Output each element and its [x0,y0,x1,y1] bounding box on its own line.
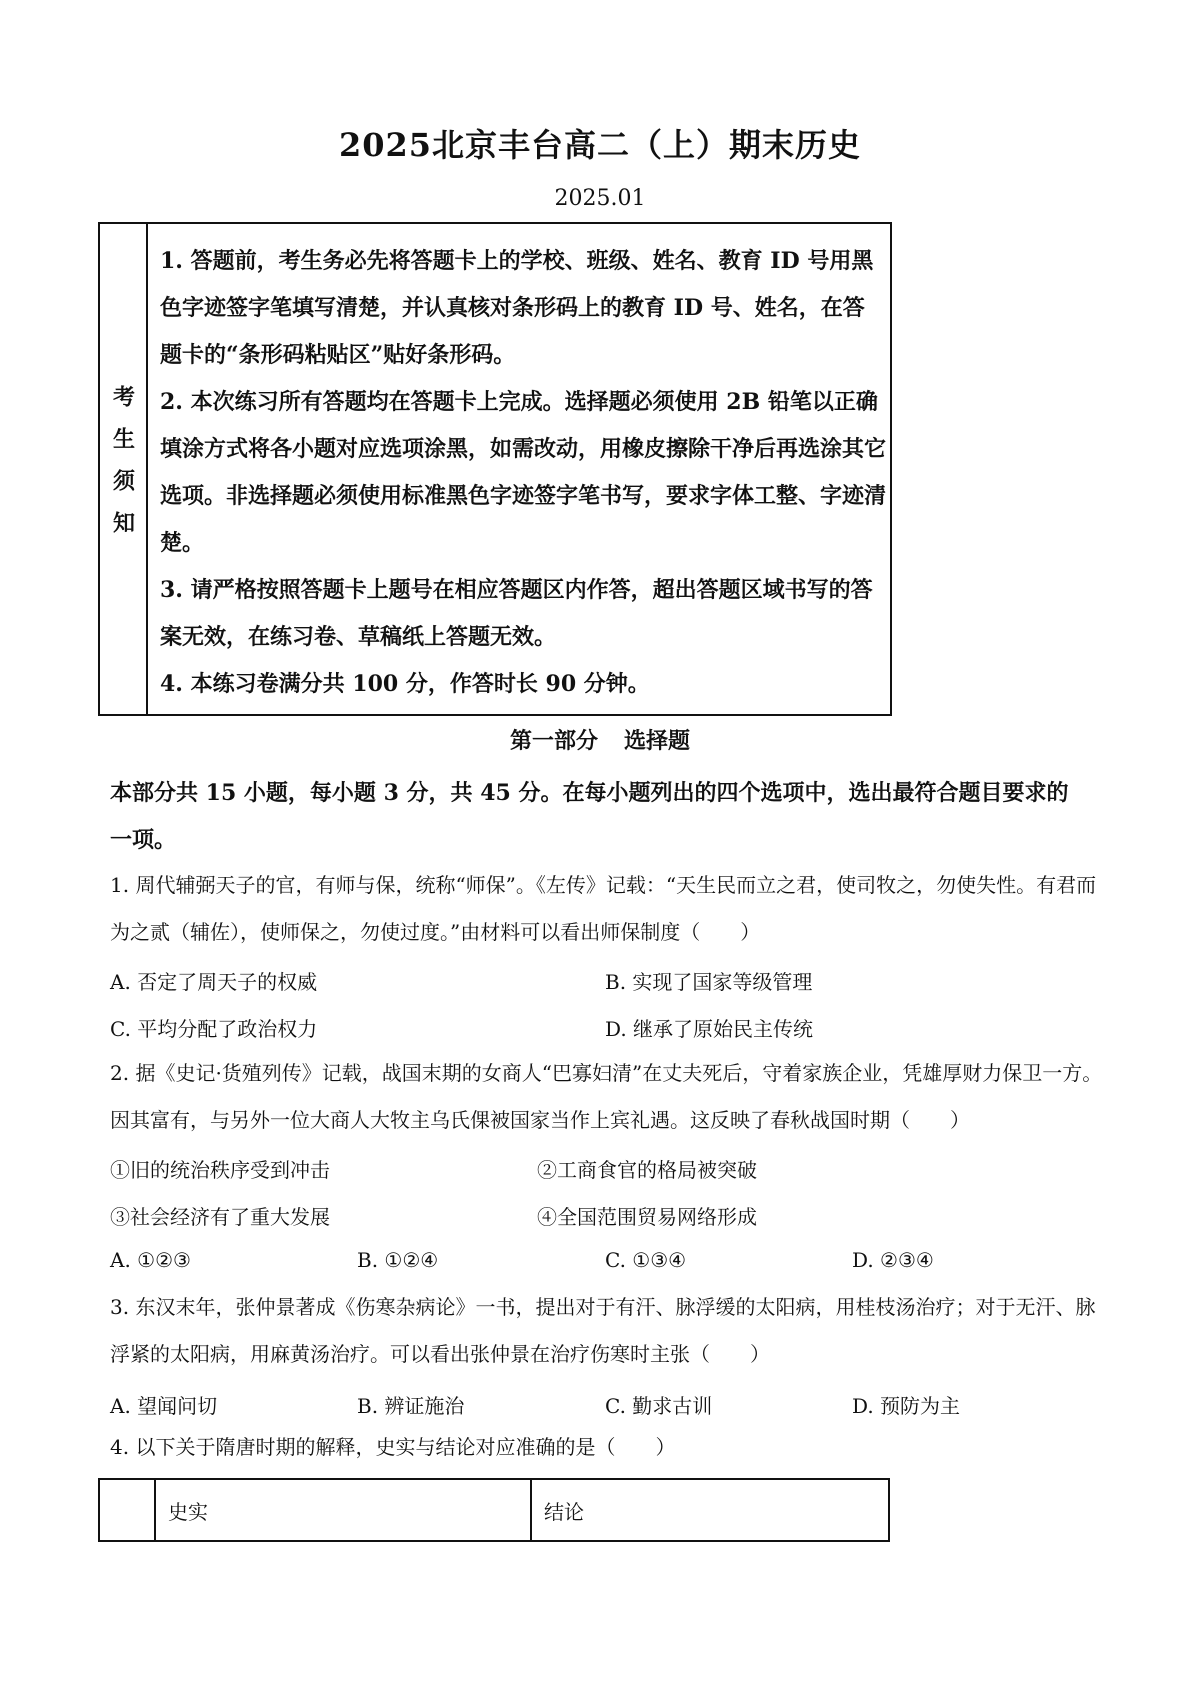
table-header-fact: 史实 [155,1479,531,1541]
q1-option-a: A. 否定了周天子的权威 [110,970,318,994]
q1-option-b: B. 实现了国家等级管理 [605,970,813,994]
exam-title: 2025北京丰台高二（上）期末历史 [338,126,862,164]
notice-item: 3. 请严格按照答题卡上题号在相应答题区内作答，超出答题区域书写的答案无效，在练习卷、草稿纸上答题无效。 [160,577,873,650]
notice-item: 1. 答题前，考生务必先将答题卡上的学校、班级、姓名、教育 ID 号用黑色字迹签字笔填写清楚，并认真核对条形码上的教育 ID 号、姓名，在答题卡的“条形码粘贴区”贴好条形码。 [160,248,874,368]
q2-option-a: A. ①②③ [110,1248,191,1272]
q2-statement-3: ③社会经济有了重大发展 [110,1205,330,1229]
notice-box [98,222,892,716]
notice-item: 2. 本次练习所有答题均在答题卡上完成。选择题必须使用 2B 铅笔以正确填涂方式将各小题对应选项涂黑，如需改动，用橡皮擦除干净后再选涂其它选项。非选择题必须使用标准黑色字迹签字笔书写，要求字体工整、字迹清楚。 [160,389,887,556]
q3-option-a: A. 望闻问切 [110,1394,218,1418]
q2-option-b: B. ①②④ [357,1248,439,1272]
notice-label: 考生须知 [109,385,136,553]
table-header-conclusion: 结论 [531,1479,889,1541]
section-intro: 本部分共 15 小题，每小题 3 分，共 45 分。在每小题列出的四个选项中，选出最符合题目要求的一项。 [110,780,1069,853]
exam-date: 2025.01 [554,186,646,211]
notice-body [160,238,886,708]
q3-option-b: B. 辨证施治 [357,1394,465,1418]
q2-option-c: C. ①③④ [605,1248,687,1272]
q2-statement-2: ②工商食官的格局被突破 [537,1158,757,1182]
question-3-stem: 3. 东汉末年，张仲景著成《伤寒杂病论》一书，提出对于有汗、脉浮缓的太阳病，用桂枝汤治疗；对于无汗、脉浮紧的太阳病，用麻黄汤治疗。可以看出张仲景在治疗伤寒时主张（ ） [110,1295,1096,1366]
q1-option-c: C. 平均分配了政治权力 [110,1017,318,1041]
q1-option-d: D. 继承了原始民主传统 [605,1017,814,1041]
q2-option-d: D. ②③④ [852,1248,934,1272]
notice-label-cell [100,224,148,714]
question-1-stem: 1. 周代辅弼天子的官，有师与保，统称“师保”。《左传》记载：“天生民而立之君，使司牧之，勿使失性。有君而为之贰（辅佐），使师保之，勿使过度。”由材料可以看出师保制度（ ） [110,873,1097,944]
section-part: 第一部分 [509,728,598,754]
section-heading [0,724,1200,755]
question-4-stem: 4. 以下关于隋唐时期的解释，史实与结论对应准确的是（ ） [110,1435,676,1459]
q3-option-d: D. 预防为主 [852,1394,961,1418]
q4-table [98,1478,890,1542]
table-row [99,1479,889,1541]
table-header-blank [99,1479,155,1541]
q2-statement-1: ①旧的统治秩序受到冲击 [110,1158,330,1182]
q2-statement-4: ④全国范围贸易网络形成 [537,1205,757,1229]
section-name: 选择题 [624,728,691,754]
notice-item: 4. 本练习卷满分共 100 分，作答时长 90 分钟。 [160,671,650,697]
question-2-stem: 2. 据《史记·货殖列传》记载，战国末期的女商人“巴寡妇清”在丈夫死后，守着家族企业，凭雄厚财力保卫一方。因其富有，与另外一位大商人大牧主乌氏倮被国家当作上宾礼遇。这反映了春秋战国时期（ ） [110,1061,1103,1132]
q3-option-c: C. 勤求古训 [605,1394,713,1418]
